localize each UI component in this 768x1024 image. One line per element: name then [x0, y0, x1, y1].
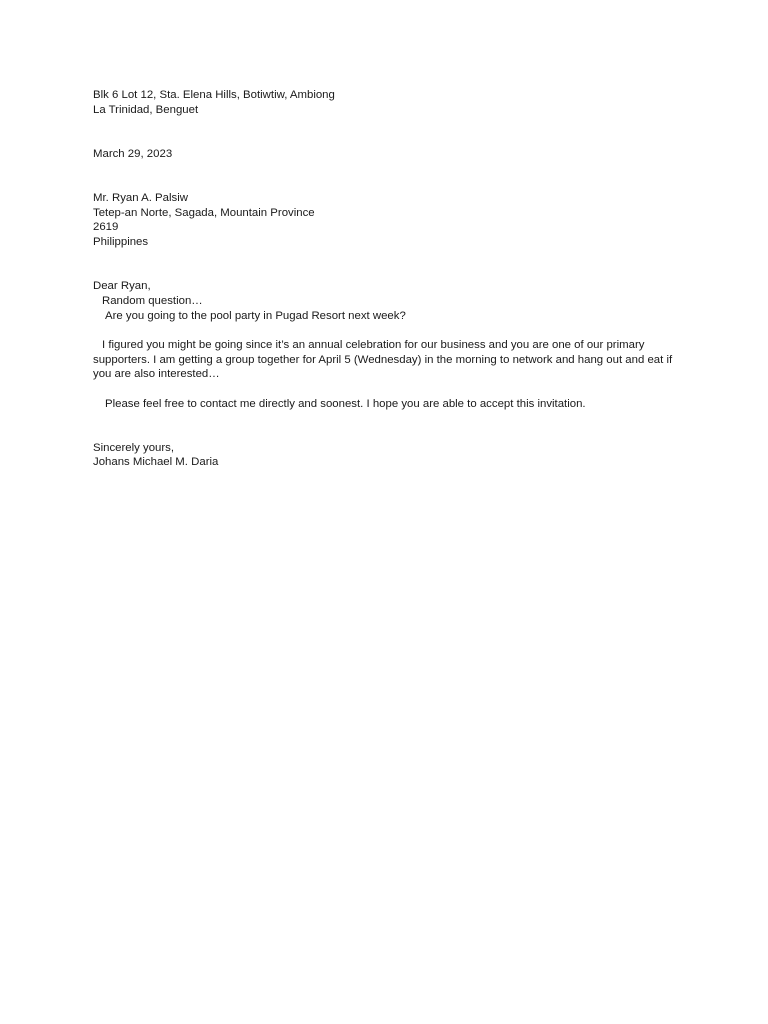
sender-address-line-2: La Trinidad, Benguet	[93, 103, 199, 116]
recipient-name: Mr. Ryan A. Palsiw	[93, 191, 188, 204]
recipient-address-line-1: Tetep-an Norte, Sagada, Mountain Province	[93, 206, 315, 219]
spacer	[93, 117, 693, 146]
closing: Sincerely yours,	[93, 441, 175, 454]
body-opener: Random question…	[102, 294, 203, 307]
recipient-address-block	[93, 191, 693, 250]
recipient-postal-code: 2619	[93, 221, 119, 234]
recipient-country: Philippines	[93, 236, 149, 248]
sender-address-block	[93, 88, 693, 117]
spacer	[93, 411, 693, 440]
spacer	[93, 382, 693, 397]
spacer	[93, 323, 693, 338]
body-question: Are you going to the pool party in Pugad Resort next week?	[105, 309, 406, 322]
letter-body	[93, 88, 693, 470]
sender-address-line-1: Blk 6 Lot 12, Sta. Elena Hills, Botiwtiw, Ambiong	[93, 89, 335, 101]
spacer	[93, 162, 693, 191]
letter-date: March 29, 2023	[93, 147, 173, 160]
signature-name: Johans Michael M. Daria	[93, 456, 219, 469]
salutation: Dear Ryan,	[93, 280, 151, 293]
spacer	[93, 250, 693, 279]
body-paragraph-1: I figured you might be going since it’s an annual celebration for our business and you are one of our primary supporters. I am getting a group together for April 5 (Wednesday) in the morning to network and hang out and eat if you are also interested…	[93, 338, 673, 381]
body-paragraph-2: Please feel free to contact me directly and soonest. I hope you are able to accept this invitation.	[105, 397, 586, 410]
